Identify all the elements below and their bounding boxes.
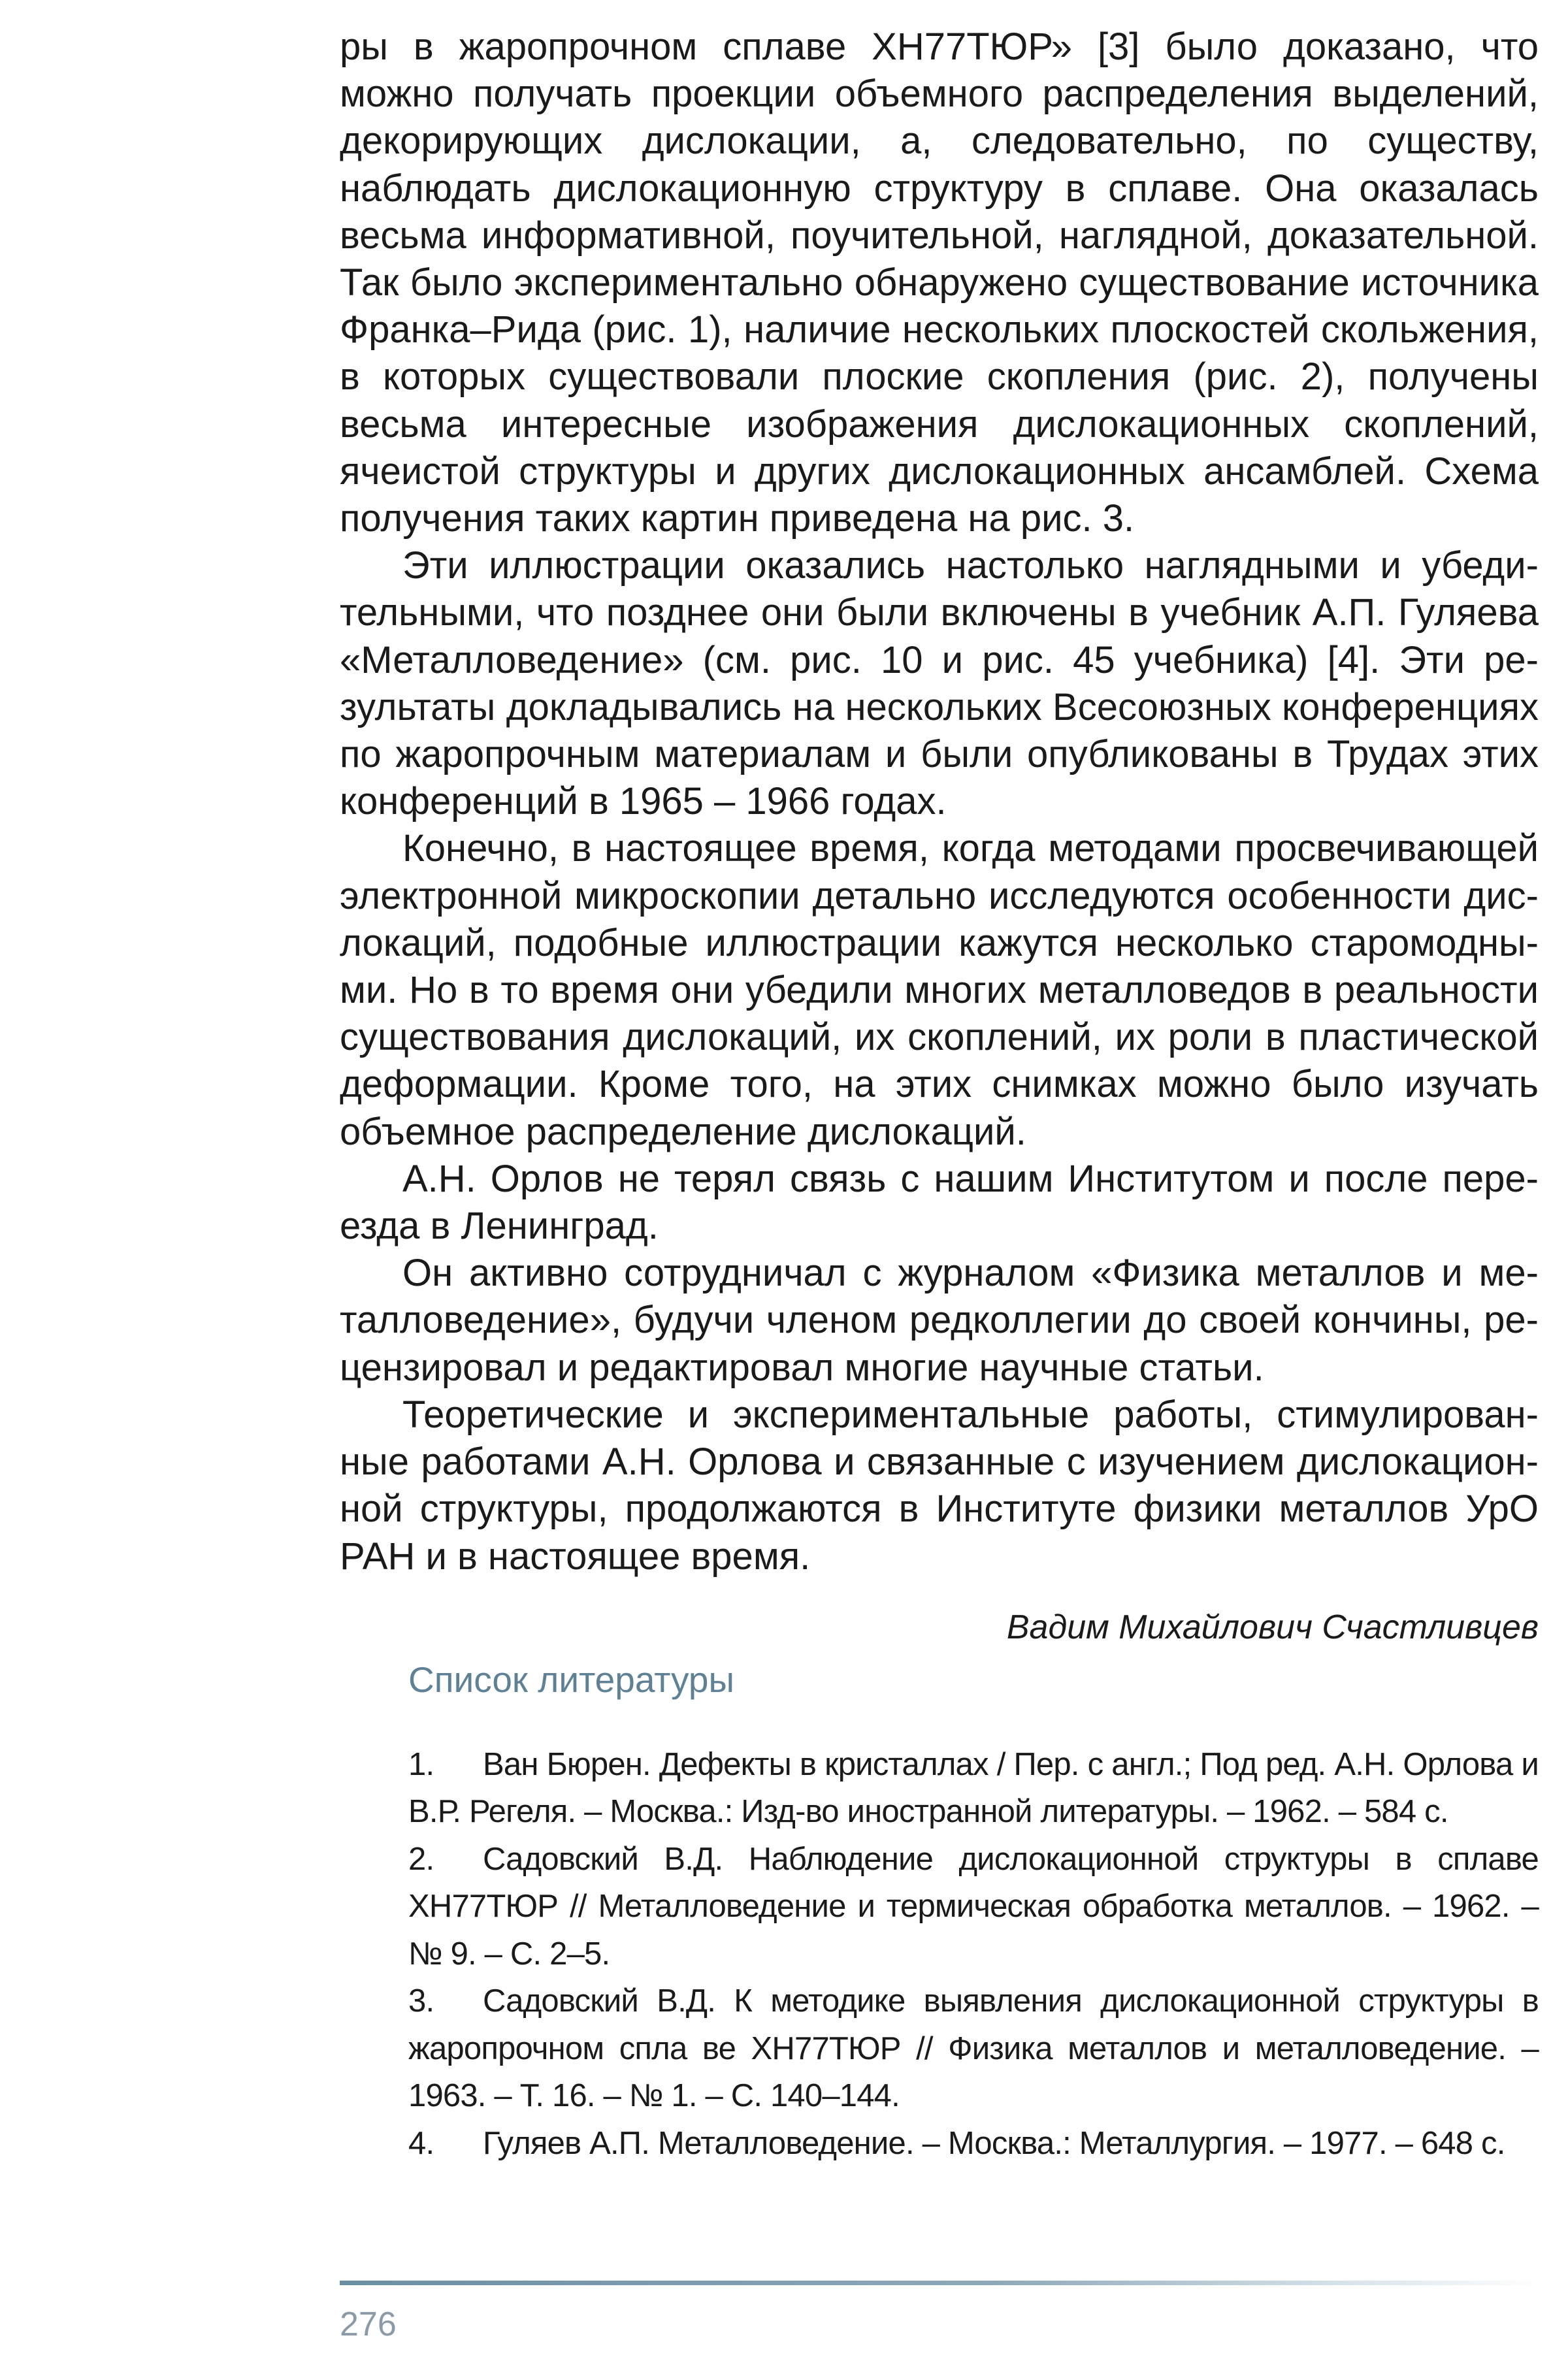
reference-number: 2. xyxy=(408,1841,434,1877)
footer-divider xyxy=(340,2281,1542,2285)
reference-text: Ван Бюрен. Дефекты в кристаллах / Пер. с англ.; Под ред. А.Н. Орлова и В.Р. Регеля. – Москва.: Изд-во иностранной литературы. – 1962. – 584 с. xyxy=(408,1746,1539,1830)
paragraph: А.Н. Орлов не терял связь с нашим Институтом и после переезда в Ленинград. xyxy=(340,1157,1539,1248)
reference-item xyxy=(408,1977,1539,2120)
paragraph: Теоретические и экспериментальные работы, стимулированные работами А.Н. Орлова и связанные с изучением дислокационной структуры, продолжаются в Институте физики металлов УрО РАН и в настоящее время. xyxy=(340,1393,1539,1578)
author-signature: Вадим Михайлович Счастливцев xyxy=(1006,1608,1539,1646)
reference-number: 1. xyxy=(408,1746,434,1782)
references-heading: Список литературы xyxy=(408,1659,735,1700)
reference-text: Садовский В.Д. К методике выявления дислокационной структуры в жаропрочном спла ве ХН77ТЮР // Физика металлов и металловедение. – 1963. – Т. 16. – № 1. – С. 140–144. xyxy=(408,1983,1539,2114)
paragraph: Конечно, в настоящее время, когда методами просвечивающей электронной микроскопии детально исследуются особенности дислокаций, подобные иллюстрации кажутся несколько старомодными. Но в то время они убедили многих металловедов в реальности существования дислокаций, их скоплений, их роли в пластической деформации. Кроме того, на этих снимках можно было изучать объемное распределение дислокаций. xyxy=(340,827,1539,1153)
paragraph: ры в жаропрочном сплаве ХН77ТЮР» [3] было доказано, что можно получать проекции объемного распределения выделений, декорирующих дислокации, а, следовательно, по существу, наблюдать дислокационную структуру в сплаве. Она оказалась весьма информативной, поучительной, наглядной, доказательной. Так было экспериментально обнаружено существование источника Франка–Рида (рис. 1), наличие нескольких плоскостей скольжения, в которых существовали плоские скопления (рис. 2), получены весьма интересные изображения дислокационных скоплений, ячеистой структуры и других дислокационных ансамблей. Схема получения таких картин приведена на рис. 3. xyxy=(340,25,1539,540)
reference-item xyxy=(408,1836,1539,1978)
reference-number: 4. xyxy=(408,2125,434,2161)
page-content xyxy=(340,24,1539,2167)
reference-text: Садовский В.Д. Наблюдение дислокационной структуры в сплаве ХН77ТЮР // Металловедение и термическая обработка металлов. – 1962. – № 9. – С. 2–5. xyxy=(408,1841,1539,1972)
references-list xyxy=(408,1741,1539,2168)
reference-text: Гуляев А.П. Металловедение. – Москва.: Металлургия. – 1977. – 648 с. xyxy=(483,2125,1505,2161)
article-body xyxy=(340,24,1539,1580)
paragraph: Эти иллюстрации оказались настолько наглядными и убедительными, что позднее они были включены в учебник А.П. Гуляева «Металловедение» (см. рис. 10 и рис. 45 учебника) [4]. Эти результаты докладывались на нескольких Всесоюзных конференциях по жаропрочным материалам и были опубликованы в Трудах этих конференций в 1965 – 1966 годах. xyxy=(340,544,1539,823)
paragraph: Он активно сотрудничал с журналом «Физика металлов и металловедение», будучи членом редколлегии до своей кончины, рецензировал и редактировал многие научные статьи. xyxy=(340,1252,1539,1389)
reference-number: 3. xyxy=(408,1983,434,2019)
reference-item xyxy=(408,1741,1539,1836)
page-number: 276 xyxy=(340,2305,397,2343)
reference-item xyxy=(408,2120,1539,2168)
